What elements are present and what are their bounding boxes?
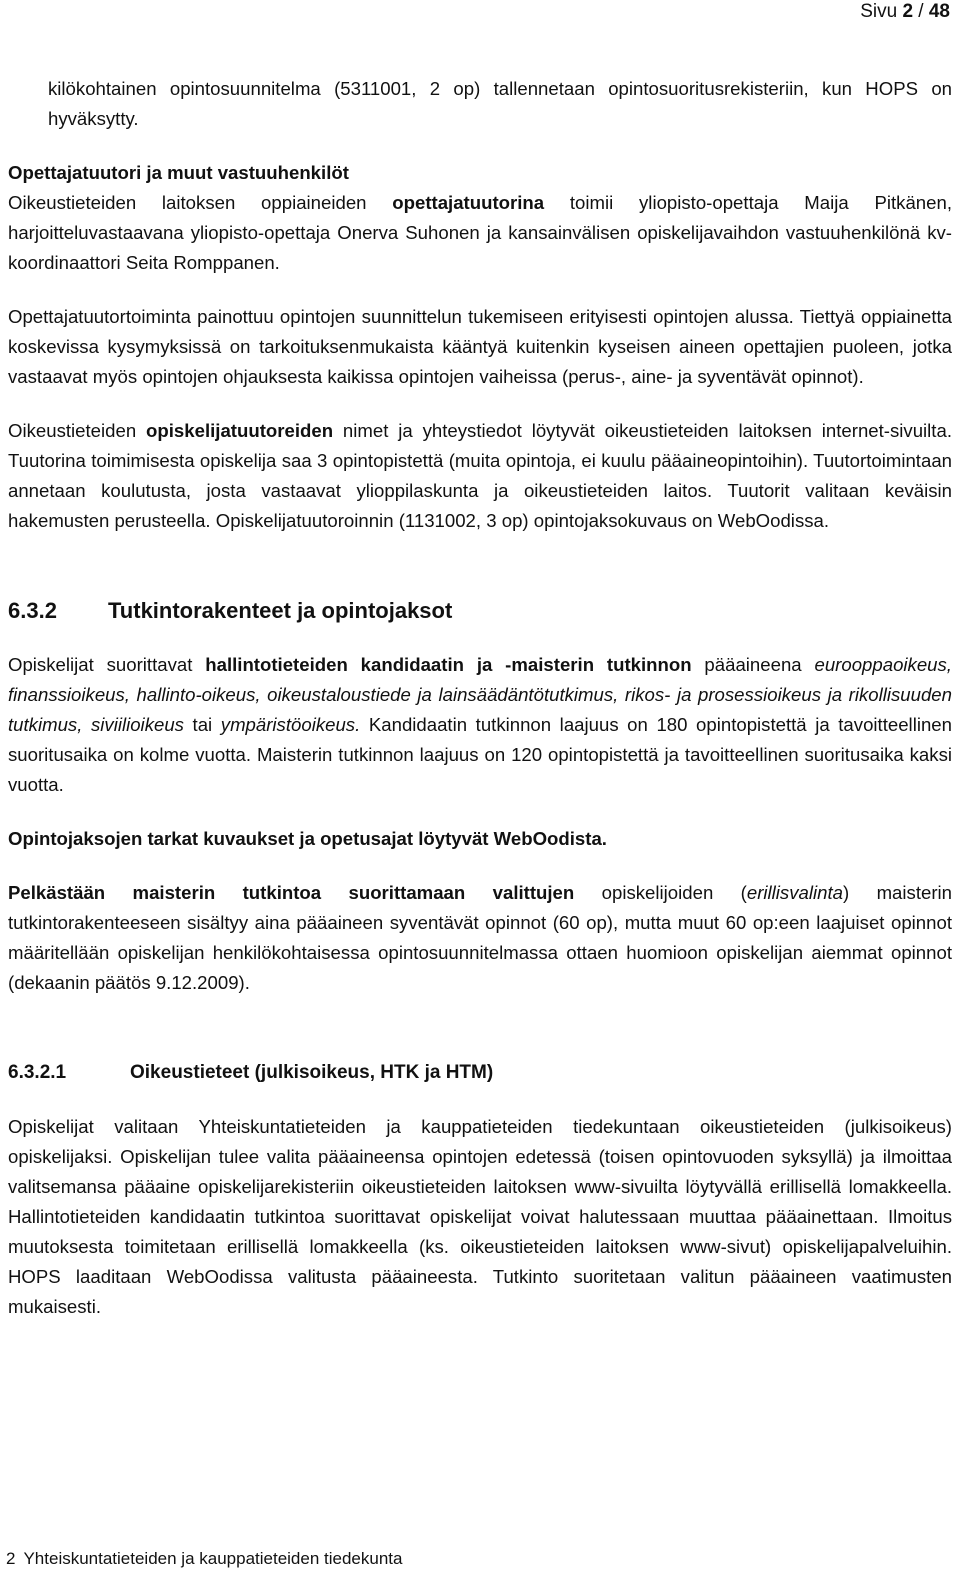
total-pages: 48 [928,1,950,22]
current-page: 2 [902,1,914,22]
subsection-number: 6.3.2.1 [8,1062,67,1083]
page-separator: / [918,1,924,22]
degree-bold: hallintotieteiden kandidaatin ja -maisterin tutkinnon [205,654,692,675]
page-label: Sivu [860,1,898,22]
major-environment-italic: ympäristöoikeus. [220,714,361,735]
tutors-heading: Opettajatuutori ja muut vastuuhenkilöt [8,162,349,183]
course-descriptions-note: Opintojaksojen tarkat kuvaukset ja opetusajat löytyvät WebOodista. [8,828,607,849]
section-number: 6.3.2 [8,598,57,623]
section-heading-6-3-2 [8,596,952,626]
tutors-paragraph-3: Oikeustieteiden opiskelijatuutoreiden nimet ja yhteystiedot löytyvät oikeustieteiden laitoksen internet-sivuilta. Tuutorina toimimisesta opiskelija saa 3 opintopistettä (muita opintoja, ei kuulu pääaineopintoihin). Tuutortoimintaan annetaan koulutusta, josta vastaavat ylioppilaskunta ja oikeustieteiden laitos. Tuutorit valitaan keväisin hakemusten perusteella. Opiskelijatuutoroinnin (1131002, 3 op) opintojaksokuvaus on WebOodissa. [8,420,952,531]
opettajatuutorina-bold: opettajatuutorina [392,192,545,213]
section-heading-6-3-2-1 [8,1058,952,1088]
section-title: Tutkintorakenteet ja opintojaksot [108,598,453,623]
tutors-paragraph-1: Oikeustieteiden laitoksen oppiaineiden opettajatuutorina toimii yliopisto-opettaja Maija Pitkänen, harjoitteluvastaavana yliopisto-opettaja Onerva Suhonen ja kansainvälisen opiskelijavaihdon vastuuhenkilönä kv-koordinaattori Seita Romppanen. [8,192,953,273]
footer-page-number: 2 [6,1549,16,1568]
masters-only-bold: Pelkästään maisterin tutkintoa suorittamaan valittujen [8,882,575,903]
erillisvalinta-italic: erillisvalinta [746,882,843,903]
degrees-paragraph: Opiskelijat suorittavat hallintotieteiden kandidaatin ja -maisterin tutkinnon pääaineena eurooppaoikeus, finanssioikeus, hallinto-oikeus, oikeustaloustiede ja lainsäädäntötutkimus, rikos- ja prosessioikeus ja rikollisuuden tutkimus, siviilioikeus tai ympäristöoikeus. Kandidaatin tutkinnon laajuus on 180 opintopistettä ja tavoitteellinen suoritusaika on kolme vuotta. Maisterin tutkinnon laajuus on 120 opintopistettä ja tavoitteellinen suoritusaika kaksi vuotta. [8,654,952,795]
subsection-title: Oikeustieteet (julkisoikeus, HTK ja HTM) [130,1062,494,1083]
intro-paragraph: kilökohtainen opintosuunnitelma (5311001, 2 op) tallennetaan opintosuoritusrekisteriin, kun HOPS on hyväksytty. [48,78,952,129]
page-footer [6,1548,402,1570]
footer-faculty: Yhteiskuntatieteiden ja kauppatieteiden tiedekunta [23,1549,403,1568]
majors-italic: eurooppaoikeus, finanssioikeus, hallinto-oikeus, oikeustaloustiede ja lainsäädäntötutkimus, rikos- ja prosessioikeus ja rikollisuuden tutkimus, siviilioikeus [8,654,952,735]
tutors-paragraph-2: Opettajatuutortoiminta painottuu opintojen suunnittelun tukemiseen erityisesti opintojen alussa. Tiettyä oppiainetta koskevissa kysymyksissä on tarkoituksenmukaista kääntyä kuitenkin kyseisen aineen opettajien puoleen, jotka vastaavat myös opintojen ohjauksesta kaikissa opintojen vaiheissa (perus-, aine- ja syventävät opinnot). [8,306,952,387]
masters-only-paragraph: Pelkästään maisterin tutkintoa suorittamaan valittujen opiskelijoiden (erillisvalinta) maisterin tutkintorakenteeseen sisältyy aina pääaineen syventävät opinnot (60 op), mutta muut 60 op:een laajuiset opinnot määritellään opiskelijan henkilökohtaisessa opintosuunnitelmassa ottaen huomioon opiskelijan aiemmat opinnot (dekaanin päätös 9.12.2009). [8,882,952,993]
page-indicator [860,0,950,24]
document-body [8,74,952,1322]
opiskelijatuutoreiden-bold: opiskelijatuutoreiden [146,420,334,441]
law-paragraph: Opiskelijat valitaan Yhteiskuntatieteiden ja kauppatieteiden tiedekuntaan oikeustieteiden (julkisoikeus) opiskelijaksi. Opiskelijan tulee valita pääaineensa opintojen edetessä (toisen opintovuoden syksyllä) ja ilmoittaa valitsemansa pääaine opiskelijarekisteriin oikeustieteiden laitoksen www-sivuilta löytyvällä erillisellä lomakkeella. Hallintotieteiden kandidaatin tutkintoa suorittavat opiskelijat voivat halutessaan muuttaa pääainettaan. Ilmoitus muutoksesta toimitetaan erillisellä lomakkeella (ks. oikeustieteiden laitoksen www-sivut) opiskelijapalveluihin. HOPS laaditaan WebOodissa valitusta pääaineesta. Tutkinto suoritetaan valitun pääaineen vaatimusten mukaisesti. [8,1116,952,1317]
